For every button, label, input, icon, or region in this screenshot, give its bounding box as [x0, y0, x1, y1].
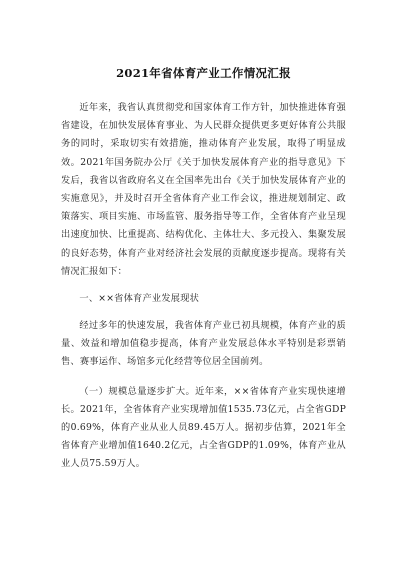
document-title: 2021年省体育产业工作情况汇报: [116, 66, 291, 80]
section-heading: 一、××省体育产业发展现状: [79, 293, 200, 305]
scale-paragraph: （一）规模总量逐步扩大。近年来，××省体育产业实现快速增长。2021年，全省体育产业实现增加值1535.73亿元，占全省GDP的0.69%，体育产业从业人员89.45万人。据初步估算，2021年全省体育产业增加值1640.2亿元，占全省GDP的1.09%，体育产业从业人员75.59万人。: [61, 385, 346, 470]
intro-paragraph: 近年来，我省认真贯彻党和国家体育工作方针，加快推进体育强省建设，在加快发展体育事业、为人民群众提供更多更好体育公共服务的同时，采取切实有效措施，推动体育产业发展，取得了明显成效。2021年国务院办公厅《关于加快发展体育产业的指导意见》下发后，我省以省政府名义在全国率先出台《关于加快发展体育产业的实施意见》，并及时召开全省体育产业工作会议，推进规划制定、政策落实、项目实施、市场监管、服务指导等工作，全省体育产业呈现出速度加快、比重提高、结构优化、主体壮大、多元投入、集聚发展的良好态势，体育产业对经济社会发展的贡献度逐步提高。现将有关情况汇报如下：: [61, 102, 346, 277]
status-paragraph: 经过多年的快速发展，我省体育产业已初具规模，体育产业的质量、效益和增加值稳步提高，体育产业发展总体水平特别是彩票销售、赛事运作、场馆多元化经营等位居全国前列。: [61, 320, 346, 368]
